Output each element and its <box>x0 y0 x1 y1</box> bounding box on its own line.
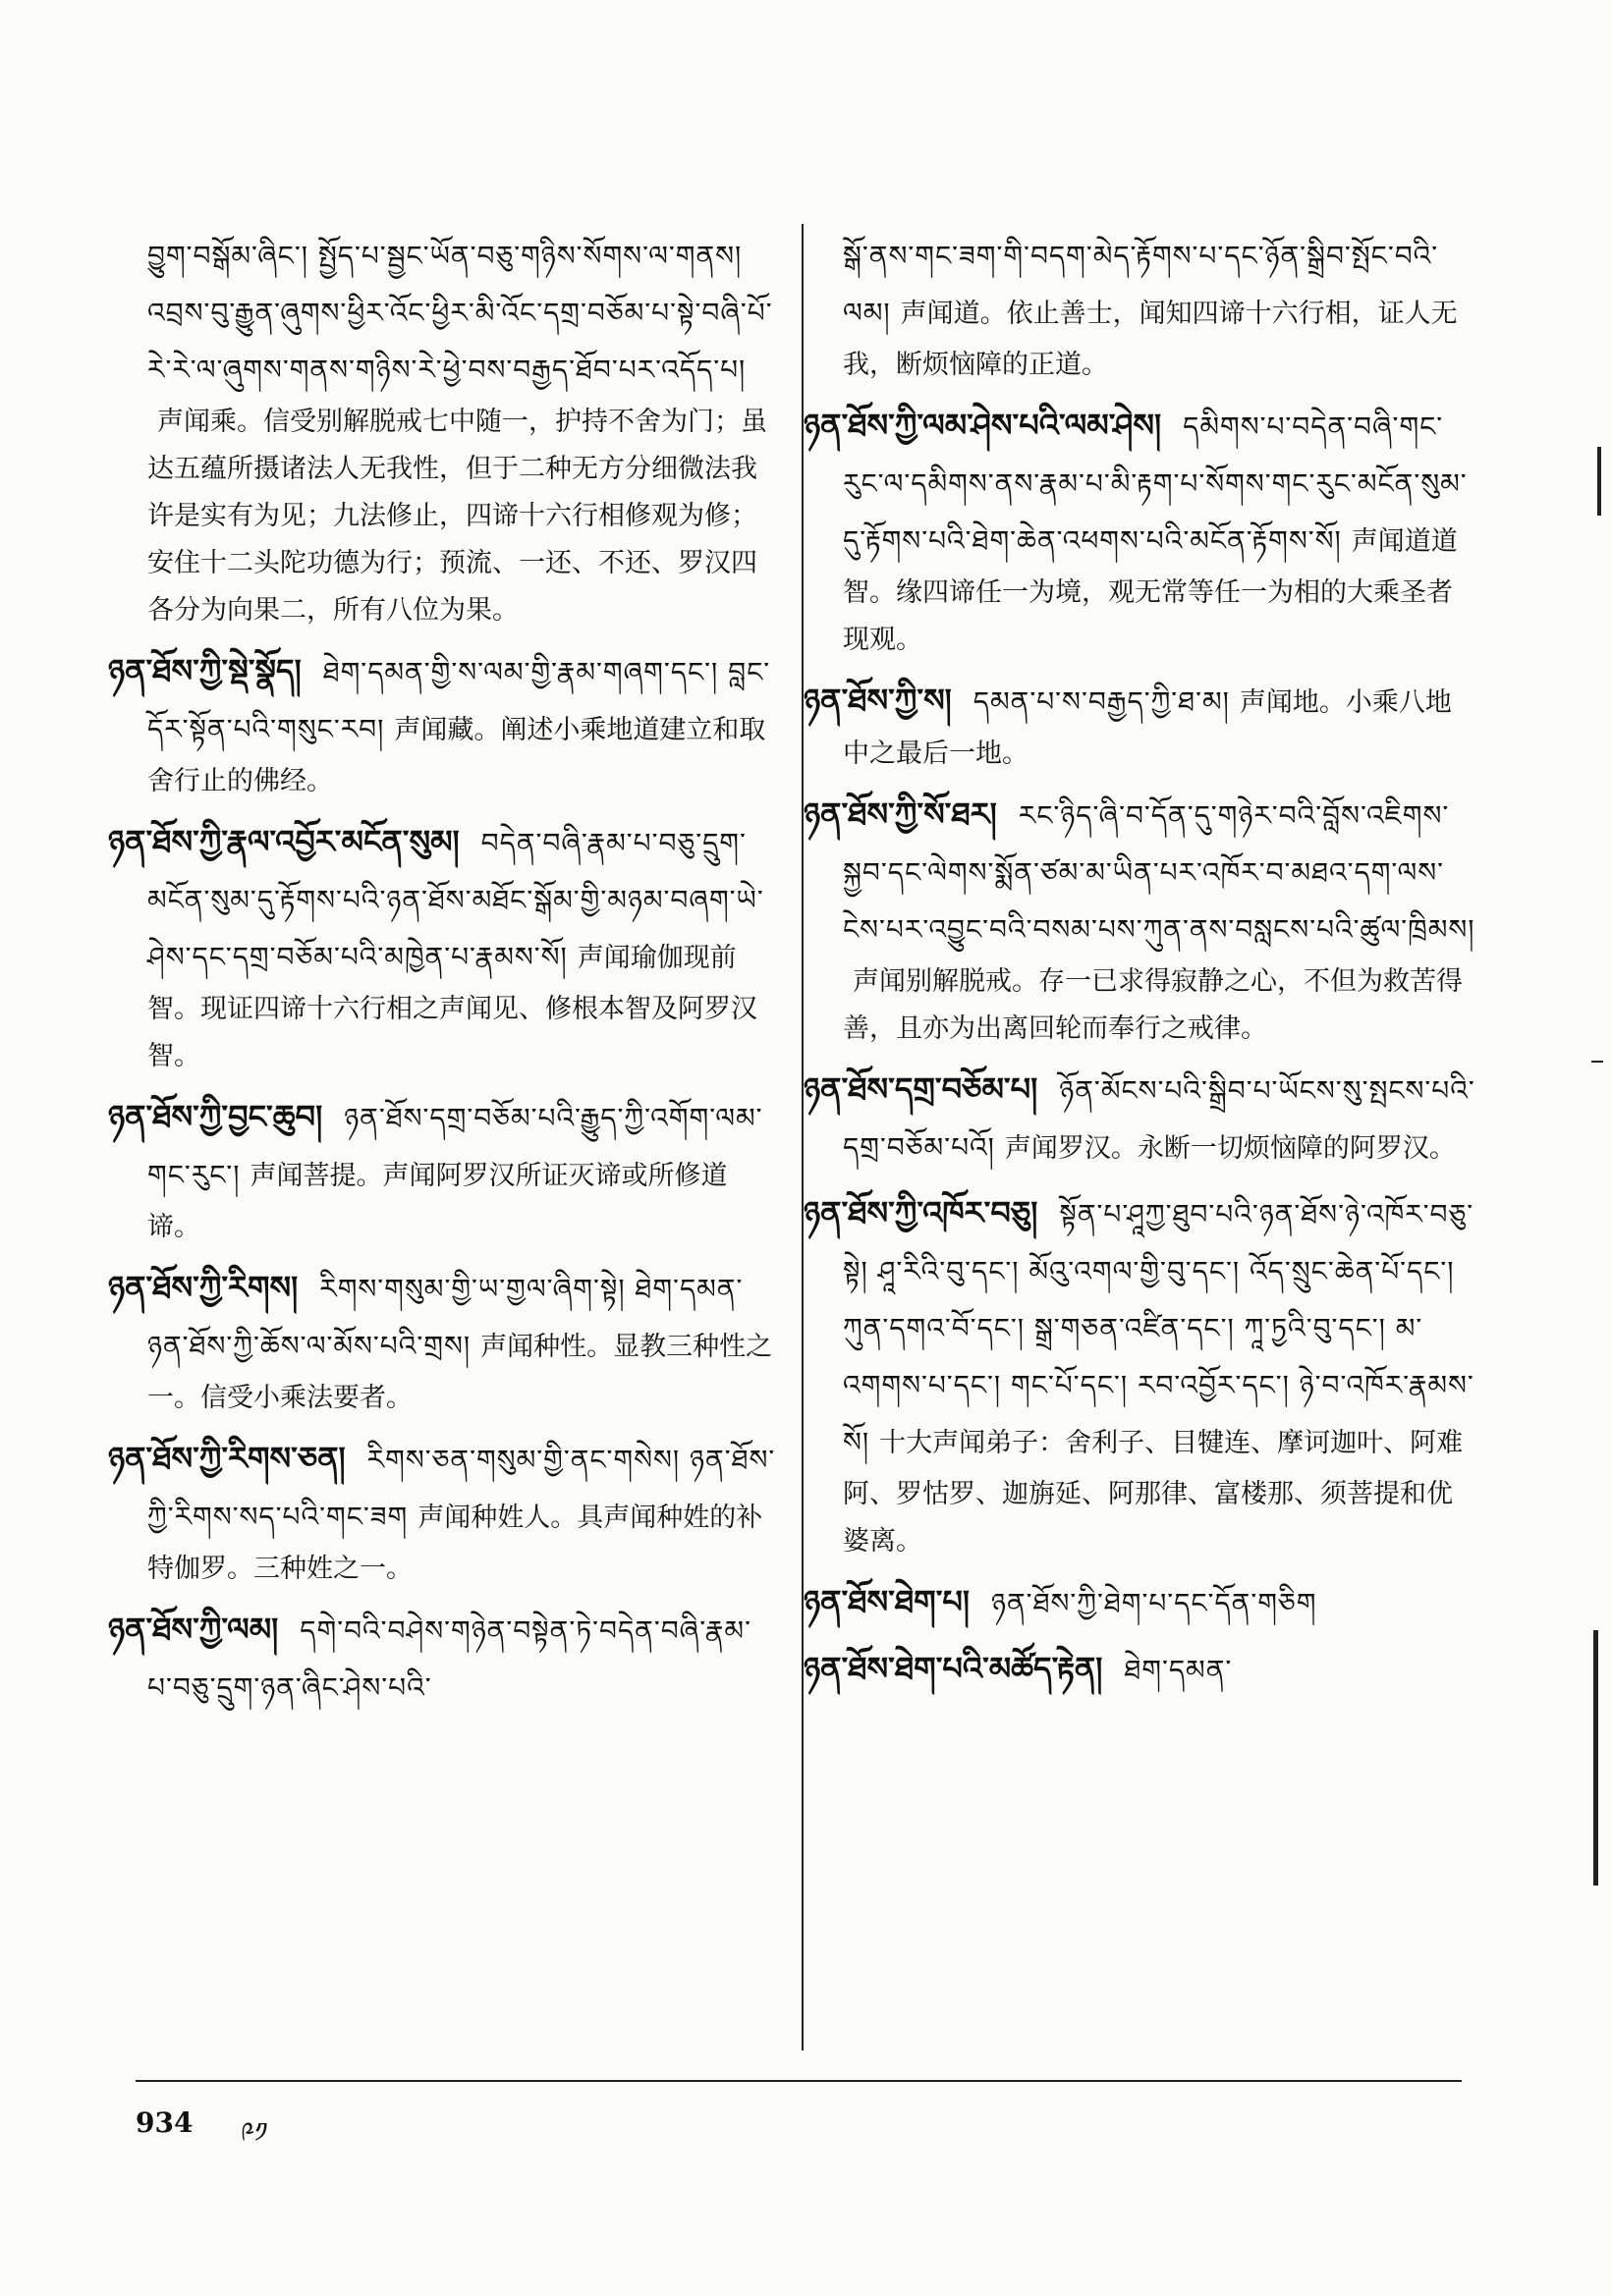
dictionary-entry <box>804 1640 1476 1699</box>
footer-rule <box>136 2080 1462 2082</box>
left-column <box>108 228 776 1724</box>
entry-headword: ཉན་ཐོས་ཀྱི་ལམ། <box>108 1611 279 1648</box>
entry-chinese-translation: 声闻种姓人。具声闻种姓的补特伽罗。三种姓之一。 <box>147 1503 763 1584</box>
dictionary-entry <box>147 228 776 634</box>
entry-tibetan-definition: རིགས་ཅན་གསུམ་གྱི་ནང་གསེས། ཉན་ཐོས་ཀྱི་རིགས་སད་པའི་གང་ཟག <box>147 1444 776 1533</box>
entry-body <box>804 1184 1476 1565</box>
entry-chinese-translation: 声闻种性。显教三种性之一。信受小乘法要者。 <box>147 1332 773 1413</box>
entry-tibetan-definition: རང་ཉིད་ཞི་བ་དོན་དུ་གཉེར་བའི་བློས་འཇིགས་སྐྱབ་དང་ལེགས་སྨོན་ཙམ་མ་ཡིན་པར་འཁོར་བ་མཐའ་དག་ལས་ངེས་པར་འབྱུང་བའི་བསམ་པས་ཀུན་ནས་བསླངས་པའི་ཚུལ་ཁྲིམས། <box>843 799 1475 946</box>
entry-body <box>108 813 776 1080</box>
entry-chinese-translation: 声闻罗汉。永断一切烦恼障的阿罗汉。 <box>1004 1133 1456 1164</box>
entry-headword: ཉན་ཐོས་ཀྱི་འཁོར་བཅུ། <box>804 1194 1038 1231</box>
entry-tibetan-definition: བྱུག་བསྒོམ་ཞིང་། སྤྱོད་པ་སྦྱང་ཡོན་བཅུ་གཉིས་སོགས་ལ་གནས། འབྲས་བུ་རྒྱུན་ཞུགས་ཕྱིར་འོང་ཕྱིར་མི་འོང་དགྲ་བཅོམ་པ་སྟེ་བཞི་པོ་རེ་རེ་ལ་ཞུགས་གནས་གཉིས་རེ་ཕྱེ་བས་བརྒྱད་ཐོབ་པར་འདོད་པ། <box>147 240 773 386</box>
entry-chinese-translation: 声闻乘。信受别解脱戒七中随一，护持不舍为门；虽达五蕴所摄诸法人无我性，但于二种无方分细微法我许是实有为见；九法修止，四谛十六行相修观为修；安住十二头陀功德为行；预流、一还、不还、罗汉四各分为向果二，所有八位为果。 <box>147 407 767 626</box>
entry-headword: ཉན་ཐོས་ཐེག་པའི་མཚོད་རྟེན། <box>804 1650 1103 1687</box>
entry-chinese-translation: 声闻别解脱戒。存一已求得寂静之心，不但为救苦得善，且亦为出离回轮而奉行之戒律。 <box>843 966 1463 1044</box>
dictionary-entry <box>108 1601 776 1717</box>
entry-tibetan-definition: ཐེག་དམན་གྱི་ས་ལམ་གྱི་རྣམ་གཞག་དང་། བླང་དོར་སྟོན་པའི་གསུང་རབ། <box>147 656 771 745</box>
entry-headword: ཉན་ཐོས་ཀྱི་རིགས་ཅན། <box>108 1440 346 1477</box>
page-number-tibetan: ༩༡ <box>241 2116 268 2149</box>
entry-headword: ཉན་ཐོས་ཀྱི་བྱང་ཆུབ། <box>108 1098 323 1135</box>
dictionary-entry <box>804 1184 1476 1565</box>
entry-tibetan-definition: ཉོན་མོངས་པའི་སྒྲིབ་པ་ཡོངས་སུ་སྤངས་པའི་དགྲ་བཅོམ་པའོ། <box>843 1074 1475 1164</box>
dictionary-entry <box>804 786 1476 1053</box>
entry-body <box>804 786 1476 1053</box>
entry-body <box>108 1430 776 1593</box>
entry-body <box>804 672 1476 778</box>
margin-mark <box>1593 1630 1598 1886</box>
entry-tibetan-definition: སྒོ་ནས་གང་ཟག་གི་བདག་མེད་རྟོགས་པ་དང་ཉོན་སྒྲིབ་སྤོང་བའི་ལམ། <box>843 240 1439 329</box>
dictionary-entry <box>804 1061 1476 1176</box>
entry-chinese-translation: 声闻瑜伽现前智。现证四谛十六行相之声闻见、修根本智及阿罗汉智。 <box>147 943 757 1071</box>
entry-headword: ཉན་ཐོས་ཀྱི་ས། <box>804 682 952 719</box>
entry-body <box>804 397 1476 664</box>
page-number: 934 <box>136 2106 194 2139</box>
entry-tibetan-definition: རིགས་གསུམ་གྱི་ཡ་གྱལ་ཞིག་སྟེ། ཐེག་དམན་ཉན་ཐོས་ཀྱི་ཆོས་ལ་མོས་པའི་གྲས། <box>147 1273 744 1362</box>
entry-tibetan-definition: བདེན་བཞི་རྣམ་པ་བཅུ་དྲུག་མངོན་སུམ་དུ་རྟོགས་པའི་ཉན་ཐོས་མཐོང་སྒོམ་གྱི་མཉམ་བཞག་ཡེ་ཤེས་དང་དགྲ་བཅོམ་པའི་མཁྱེན་པ་རྣམས་སོ། <box>147 827 764 973</box>
entry-body <box>108 1601 776 1717</box>
entry-tibetan-definition: དམན་པ་ས་བརྒྱད་ཀྱི་ཐ་མ། <box>973 685 1230 718</box>
entry-body <box>804 1640 1476 1699</box>
entry-headword: ཉན་ཐོས་ཀྱི་རིགས། <box>108 1269 299 1306</box>
dictionary-entry <box>804 1573 1476 1632</box>
entry-tibetan-definition: ཉན་ཐོས་ཀྱི་ཐེག་པ་དང་དོན་གཅིག <box>991 1587 1317 1619</box>
entry-tibetan-definition: ཉན་ཐོས་དགྲ་བཅོམ་པའི་རྒྱུད་ཀྱི་འགོག་ལམ་གང་རུང་། <box>147 1102 763 1191</box>
entry-body <box>147 228 776 634</box>
entry-tibetan-definition: ཐེག་དམན་ <box>1124 1654 1233 1686</box>
column-divider <box>802 224 804 2050</box>
entry-headword: ཉན་ཐོས་ཐེག་པ། <box>804 1583 971 1620</box>
entry-headword: ཉན་ཐོས་ཀྱི་སོ་ཐར། <box>804 795 997 833</box>
entry-tibetan-definition: དགེ་བའི་བཤེས་གཉེན་བསྟེན་ཏེ་བདེན་བཞི་རྣམ་པ་བཅུ་དྲུག་ཉན་ཞིང་ཤེས་པའི་ <box>147 1614 751 1704</box>
entry-chinese-translation: 声闻道道智。缘四谛任一为境，观无常等任一为相的大乘圣者现观。 <box>843 526 1458 655</box>
entry-chinese-translation: 声闻道。依止善士，闻知四谛十六行相，证人无我，断烦恼障的正道。 <box>843 299 1458 380</box>
entry-chinese-translation: 声闻地。小乘八地中之最后一地。 <box>843 687 1452 769</box>
entry-tibetan-definition: སྟོན་པ་ཤཱཀྱ་ཐུབ་པའི་ཉན་ཐོས་ཉེ་འཁོར་བཅུ་སྟེ། ཤཱ་རིའི་བུ་དང་། མོའུ་འགལ་གྱི་བུ་དང་། འོད་སྲུང་ཆེན་པོ་དང་། ཀུན་དགའ་བོ་དང་། སྒྲ་གཅན་འཛིན་དང་། ཀཱ་ཏྱའི་བུ་དང་། མ་འགགས་པ་དང་། གང་པོ་དང་། རབ་འབྱོར་དང་། ཉེ་བ་འཁོར་རྣམས་སོ། <box>843 1198 1474 1458</box>
entry-body <box>804 1061 1476 1176</box>
entry-body <box>108 1259 776 1422</box>
right-column <box>804 228 1476 1707</box>
entry-body <box>108 642 776 805</box>
entry-body <box>843 228 1476 389</box>
dictionary-entry <box>804 672 1476 778</box>
entry-headword: ཉན་ཐོས་ཀྱི་རྣལ་འབྱོར་མངོན་སུམ། <box>108 823 460 860</box>
entry-body <box>108 1088 776 1251</box>
entry-headword: ཉན་ཐོས་ཀྱི་ལམ་ཤེས་པའི་ལམ་ཤེས། <box>804 407 1162 444</box>
dictionary-entry <box>108 1088 776 1251</box>
margin-mark <box>1597 447 1601 516</box>
entry-body <box>804 1573 1476 1632</box>
dictionary-entry <box>843 228 1476 389</box>
dictionary-entry <box>108 1259 776 1422</box>
entry-chinese-translation: 声闻藏。阐述小乘地道建立和取舍行止的佛经。 <box>147 715 766 796</box>
dictionary-entry <box>108 642 776 805</box>
dictionary-entry <box>804 397 1476 664</box>
entry-headword: ཉན་ཐོས་ཀྱི་སྡེ་སྣོད། <box>108 652 302 689</box>
entry-headword: ཉན་ཐོས་དགྲ་བཅོམ་པ། <box>804 1070 1038 1108</box>
margin-mark <box>1591 1061 1603 1063</box>
entry-tibetan-definition: དམིགས་པ་བདེན་བཞི་གང་རུང་ལ་དམིགས་ནས་རྣམ་པ་མི་རྟག་པ་སོགས་གང་རུང་མངོན་སུམ་དུ་རྟོགས་པའི་ཐེག་ཆེན་འཕགས་པའི་མངོན་རྟོགས་སོ། <box>843 410 1468 557</box>
dictionary-entry <box>108 1430 776 1593</box>
dictionary-entry <box>108 813 776 1080</box>
entry-chinese-translation: 十大声闻弟子：舍利子、目犍连、摩诃迦叶、阿难阿、罗怙罗、迦旃延、阿那律、富楼那、须菩提和优婆离。 <box>843 1428 1464 1557</box>
entry-chinese-translation: 声闻菩提。声闻阿罗汉所证灭谛或所修道谛。 <box>147 1161 728 1242</box>
